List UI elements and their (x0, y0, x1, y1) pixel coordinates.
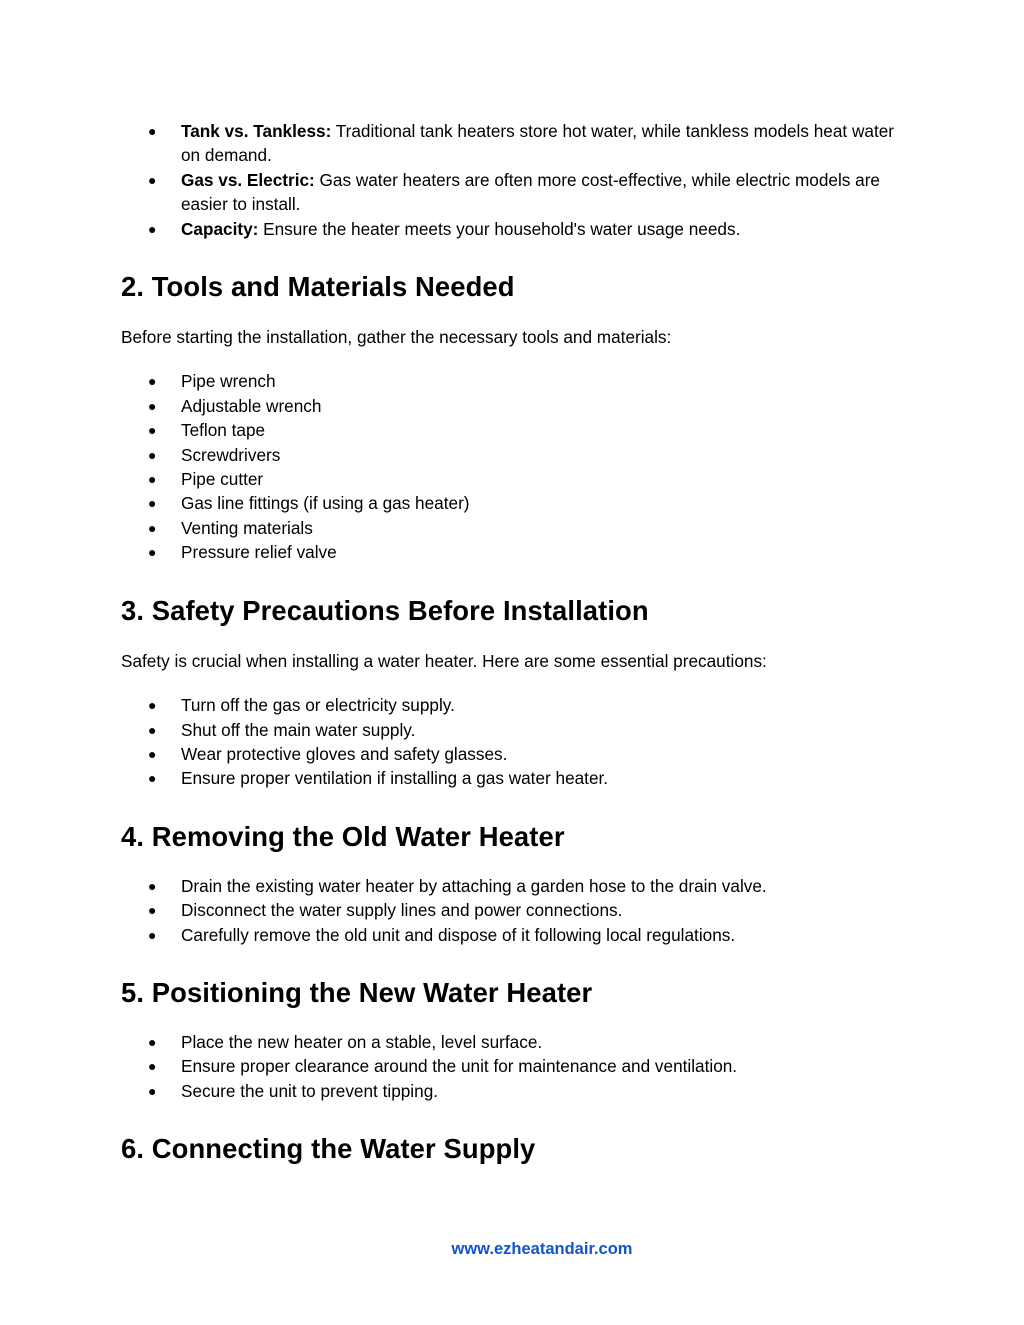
list-item (121, 898, 911, 922)
list-item-text: Shut off the main water supply. (181, 719, 416, 740)
list-item-text: Ensure proper clearance around the unit for maintenance and ventilation. (181, 1056, 738, 1077)
list-item (121, 1054, 911, 1078)
list-item-term: Capacity: (181, 218, 259, 239)
list-item (121, 1030, 911, 1054)
bullet-icon: ● (148, 697, 157, 714)
tools-list (121, 369, 911, 564)
list-item-text: Ensure proper ventilation if installing a gas water heater. (181, 768, 609, 789)
bullet-icon: ● (148, 770, 157, 787)
section-heading: 3. Safety Precautions Before Installation (121, 594, 649, 626)
bullet-icon: ● (148, 877, 157, 894)
list-item-text: Adjustable wrench (181, 395, 322, 416)
bullet-icon: ● (148, 171, 157, 188)
bullet-icon: ● (148, 721, 157, 738)
list-item (121, 369, 911, 393)
bullet-icon: ● (148, 1058, 157, 1075)
list-item (121, 217, 911, 241)
list-item (121, 742, 911, 766)
list-item-text: Gas line fittings (if using a gas heater) (181, 493, 470, 514)
section-heading: 6. Connecting the Water Supply (121, 1133, 536, 1165)
bullet-icon: ● (148, 471, 157, 488)
bullet-icon: ● (148, 1082, 157, 1099)
bullet-icon: ● (148, 544, 157, 561)
list-item-text: Place the new heater on a stable, level surface. (181, 1031, 543, 1052)
positioning-list (121, 1030, 911, 1103)
heater-type-list (121, 119, 911, 241)
bullet-icon: ● (148, 446, 157, 463)
footer-link[interactable]: www.ezheatandair.com (451, 1240, 633, 1258)
list-item (121, 418, 911, 442)
list-item (121, 718, 911, 742)
section-heading: 5. Positioning the New Water Heater (121, 976, 593, 1008)
list-item-text: Screwdrivers (181, 444, 281, 465)
bullet-icon: ● (148, 397, 157, 414)
bullet-icon: ● (148, 220, 157, 237)
safety-list (121, 693, 911, 791)
list-item (121, 766, 911, 790)
list-item-text: Venting materials (181, 517, 313, 538)
bullet-icon: ● (148, 495, 157, 512)
bullet-icon: ● (148, 902, 157, 919)
list-item (121, 491, 911, 515)
list-item (121, 874, 911, 898)
bullet-icon: ● (148, 422, 157, 439)
list-item (121, 923, 911, 947)
list-item-text: Disconnect the water supply lines and power connections. (181, 900, 623, 921)
bullet-icon: ● (148, 745, 157, 762)
list-item-text: Drain the existing water heater by attaching a garden hose to the drain valve. (181, 875, 767, 896)
list-item-text: Pipe wrench (181, 371, 276, 392)
bullet-icon: ● (148, 519, 157, 536)
list-item (121, 540, 911, 564)
section-heading: 2. Tools and Materials Needed (121, 271, 515, 303)
list-item-text: Wear protective gloves and safety glasses. (181, 743, 508, 764)
section-intro: Before starting the installation, gather the necessary tools and materials: (121, 327, 672, 348)
section-heading: 4. Removing the Old Water Heater (121, 820, 565, 852)
list-item-text: Pressure relief valve (181, 542, 337, 563)
list-item (121, 1079, 911, 1103)
list-item-text: Gas water heaters are often more cost-effective, while electric models are easier to install. (181, 169, 880, 215)
list-item-text: Carefully remove the old unit and dispose of it following local regulations. (181, 924, 736, 945)
section-intro: Safety is crucial when installing a water heater. Here are some essential precautions: (121, 650, 767, 671)
list-item-text: Ensure the heater meets your household's water usage needs. (258, 218, 741, 239)
list-item (121, 693, 911, 717)
list-item (121, 443, 911, 467)
bullet-icon: ● (148, 926, 157, 943)
document-content (121, 119, 911, 1166)
list-item-text: Teflon tape (181, 420, 266, 441)
list-item-term: Tank vs. Tankless: (181, 121, 332, 141)
list-item-text: Pipe cutter (181, 469, 264, 490)
list-item (121, 168, 911, 217)
list-item-text: Turn off the gas or electricity supply. (181, 695, 455, 716)
list-item (121, 467, 911, 491)
removal-list (121, 874, 911, 947)
list-item (121, 516, 911, 540)
bullet-icon: ● (148, 123, 157, 139)
list-item-text: Traditional tank heaters store hot water, while tankless models heat water on demand. (181, 121, 895, 166)
list-item-text: Secure the unit to prevent tipping. (181, 1080, 439, 1101)
list-item (121, 394, 911, 418)
bullet-icon: ● (148, 373, 157, 390)
list-item (121, 119, 911, 168)
bullet-icon: ● (148, 1033, 157, 1050)
list-item-term: Gas vs. Electric: (181, 169, 315, 190)
